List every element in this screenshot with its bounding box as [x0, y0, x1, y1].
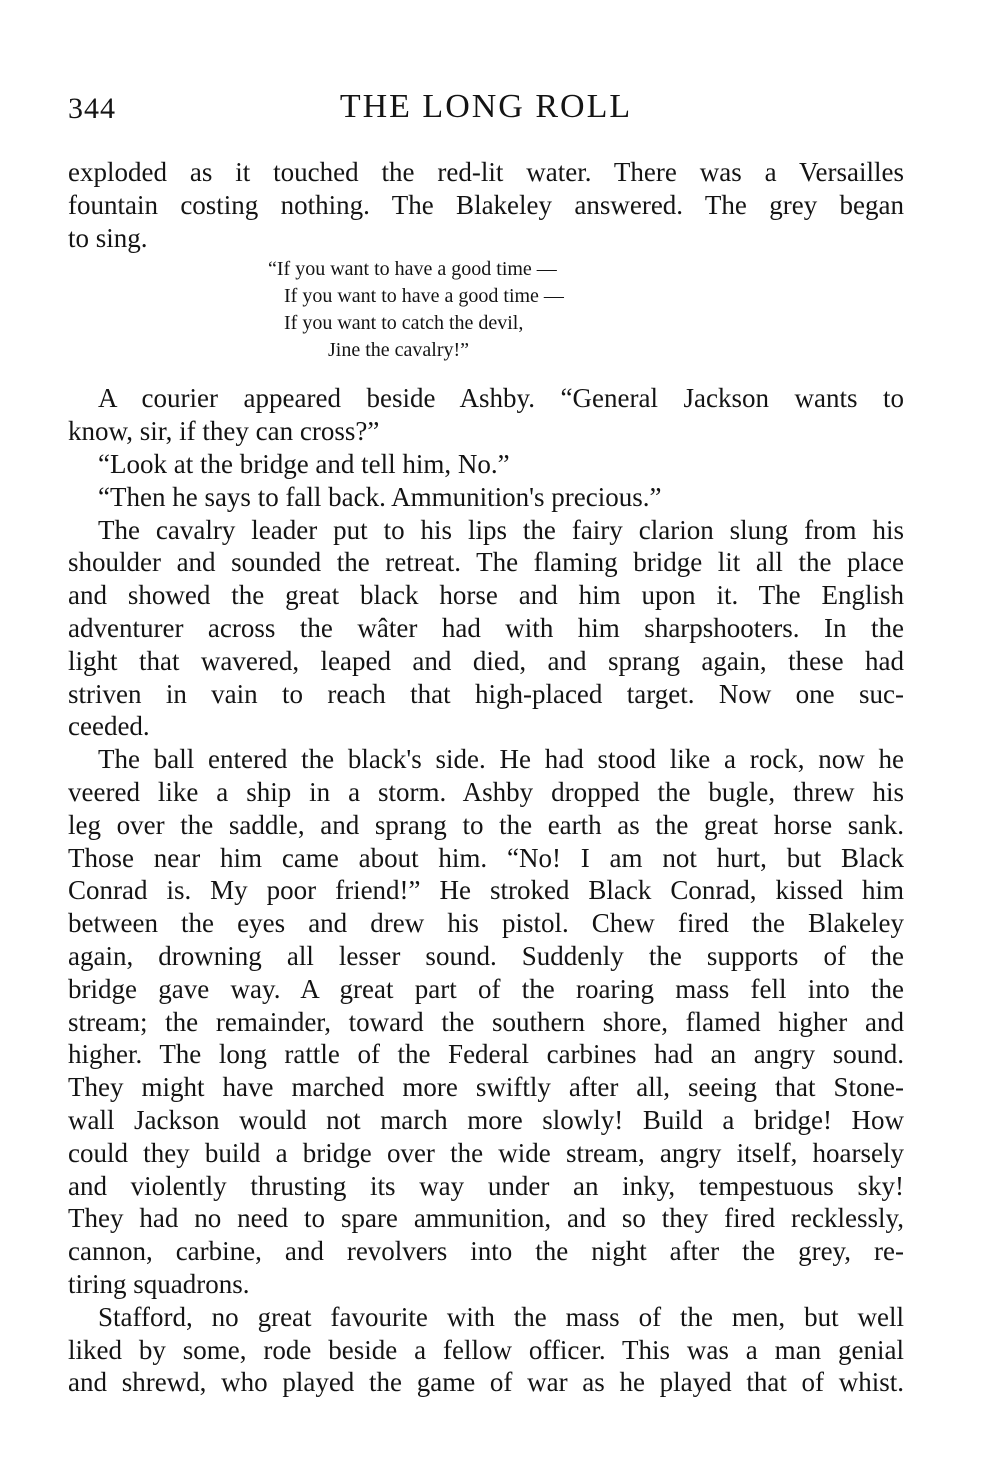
paragraph-ball-entered — [68, 743, 904, 1301]
verse-line: Jine the cavalry!” — [328, 339, 470, 362]
verse-line: If you want to have a good time — — [284, 285, 564, 308]
text-line: liked by some, rode beside a fellow officer. This was a man genial — [68, 1334, 904, 1365]
paragraph-courier — [68, 382, 904, 448]
text-line: “Then he says to fall back. Ammunition's precious.” — [98, 481, 662, 512]
text-line: “Look at the bridge and tell him, No.” — [98, 448, 510, 479]
text-line: stream; the remainder, toward the southern shore, flamed higher and — [68, 1006, 904, 1037]
verse-line: If you want to catch the devil, — [284, 312, 524, 335]
text-line: They might have marched more swiftly after all, seeing that Stone- — [68, 1072, 904, 1103]
text-line: to sing. — [68, 222, 148, 253]
page-header — [68, 82, 904, 132]
running-title: THE LONG ROLL — [339, 88, 633, 125]
text-line: again, drowning all lesser sound. Suddenly the supports of the — [68, 940, 904, 971]
text-line: Conrad is. My poor friend!” He stroked Black Conrad, kissed him — [68, 875, 904, 906]
verse-line: “If you want to have a good time — — [268, 258, 557, 281]
text-line: leg over the saddle, and sprang to the earth as the great horse sank. — [68, 809, 904, 840]
text-line: They had no need to spare ammunition, and so they fired recklessly, — [68, 1203, 904, 1234]
text-line: A courier appeared beside Ashby. “General Jackson wants to — [98, 383, 904, 414]
text-line: between the eyes and drew his pistol. Chew fired the Blakeley — [68, 908, 904, 939]
text-line: exploded as it touched the red-lit water. There was a Versailles — [68, 157, 904, 187]
text-line: veered like a ship in a storm. Ashby dropped the bugle, threw his — [68, 776, 904, 807]
text-line: adventurer across the wâter had with him sharpshooters. In the — [68, 612, 904, 643]
body-text — [68, 156, 904, 1399]
verse-block — [268, 256, 904, 364]
text-line: striven in vain to reach that high-placed target. Now one suc- — [68, 678, 904, 709]
text-line: The cavalry leader put to his lips the fairy clarion slung from his — [98, 514, 904, 545]
text-line: Those near him came about him. “No! I am not hurt, but Black — [68, 842, 904, 873]
paragraph-fall-back — [68, 481, 904, 514]
text-line: Stafford, no great favourite with the mass of the men, but well — [98, 1301, 904, 1332]
text-line: fountain costing nothing. The Blakeley answered. The grey began — [68, 189, 904, 220]
text-line: The ball entered the black's side. He had stood like a rock, now he — [98, 744, 904, 775]
opening-paragraph — [68, 156, 904, 254]
text-line: shoulder and sounded the retreat. The flaming bridge lit all the place — [68, 547, 904, 578]
text-line: and violently thrusting its way under an inky, tempestuous sky! — [68, 1170, 904, 1201]
paragraph-stafford — [68, 1301, 904, 1399]
text-line: could they build a bridge over the wide stream, angry itself, hoarsely — [68, 1137, 904, 1168]
paragraph-look-at-bridge — [68, 448, 904, 481]
text-line: wall Jackson would not march more slowly! Build a bridge! How — [68, 1104, 904, 1135]
text-line: and showed the great black horse and him upon it. The English — [68, 580, 904, 611]
text-line: tiring squadrons. — [68, 1268, 250, 1299]
text-line: and shrewd, who played the game of war as he played that of whist. — [68, 1367, 904, 1398]
text-line: higher. The long rattle of the Federal carbines had an angry sound. — [68, 1039, 904, 1070]
text-line: cannon, carbine, and revolvers into the night after the grey, re- — [68, 1236, 904, 1267]
text-line: light that wavered, leaped and died, and sprang again, these had — [68, 645, 904, 676]
text-line: bridge gave way. A great part of the roaring mass fell into the — [68, 973, 904, 1004]
text-line: know, sir, if they can cross?” — [68, 416, 380, 447]
paragraph-cavalry-leader — [68, 514, 904, 744]
page-number: 344 — [68, 92, 116, 125]
text-line: ceeded. — [68, 711, 150, 742]
